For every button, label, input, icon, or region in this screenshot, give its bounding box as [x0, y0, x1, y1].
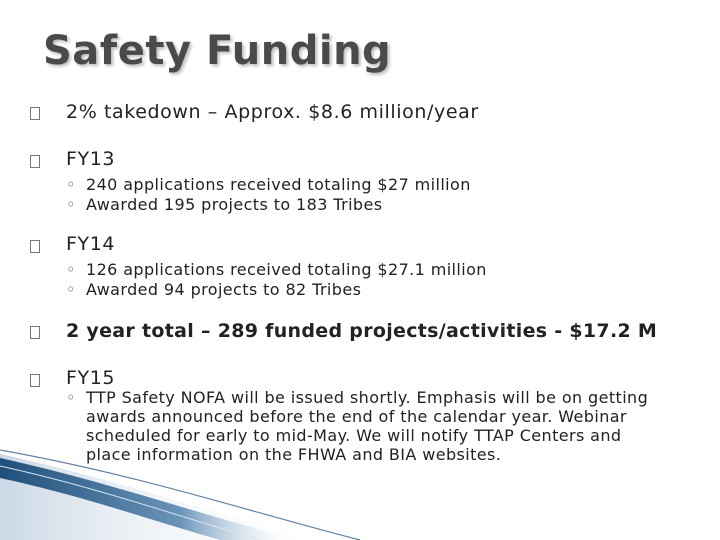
sub-bullet-icon: ◦ — [66, 388, 76, 407]
decorative-swoosh — [0, 440, 720, 540]
sub-bullet-icon: ◦ — [66, 195, 76, 214]
bullet-fy15: FY15 — [66, 367, 116, 389]
sub-bullet-fy14-awarded: ◦ Awarded 94 projects to 82 Tribes — [66, 280, 362, 299]
sub-bullet-icon: ◦ — [66, 175, 76, 194]
bullet-takedown: 2% takedown – Approx. $8.6 million/year — [66, 101, 479, 123]
bullet-fy14: FY14 — [66, 233, 116, 255]
sub-bullet-fy14-applications: ◦ 126 applications received totaling $27.1 million — [66, 260, 487, 279]
bullet-box-icon — [30, 239, 44, 255]
bullet-fy13: FY13 — [66, 148, 116, 170]
sub-bullet-fy13-awarded: ◦ Awarded 195 projects to 183 Tribes — [66, 195, 383, 214]
sub-bullet-icon: ◦ — [66, 260, 76, 279]
sub-bullet-fy15-nofa: ◦ TTP Safety NOFA will be issued shortly. Emphasis will be on getting awards announced before the end of the calendar year. Webinar scheduled for early to mid-May. We will notify TTAP Centers and place information on the FHWA and BIA websites. — [66, 388, 649, 464]
bullet-box-icon — [30, 106, 44, 122]
bullet-box-icon — [30, 373, 44, 389]
bullet-two-year-total: 2 year total – 289 funded projects/activities - $17.2 M — [66, 320, 658, 342]
sub-bullet-icon: ◦ — [66, 280, 76, 299]
bullet-box-icon — [30, 325, 44, 341]
slide-title: Safety Funding — [43, 28, 392, 74]
sub-bullet-fy13-applications: ◦ 240 applications received totaling $27 million — [66, 175, 471, 194]
bullet-box-icon — [30, 154, 44, 170]
